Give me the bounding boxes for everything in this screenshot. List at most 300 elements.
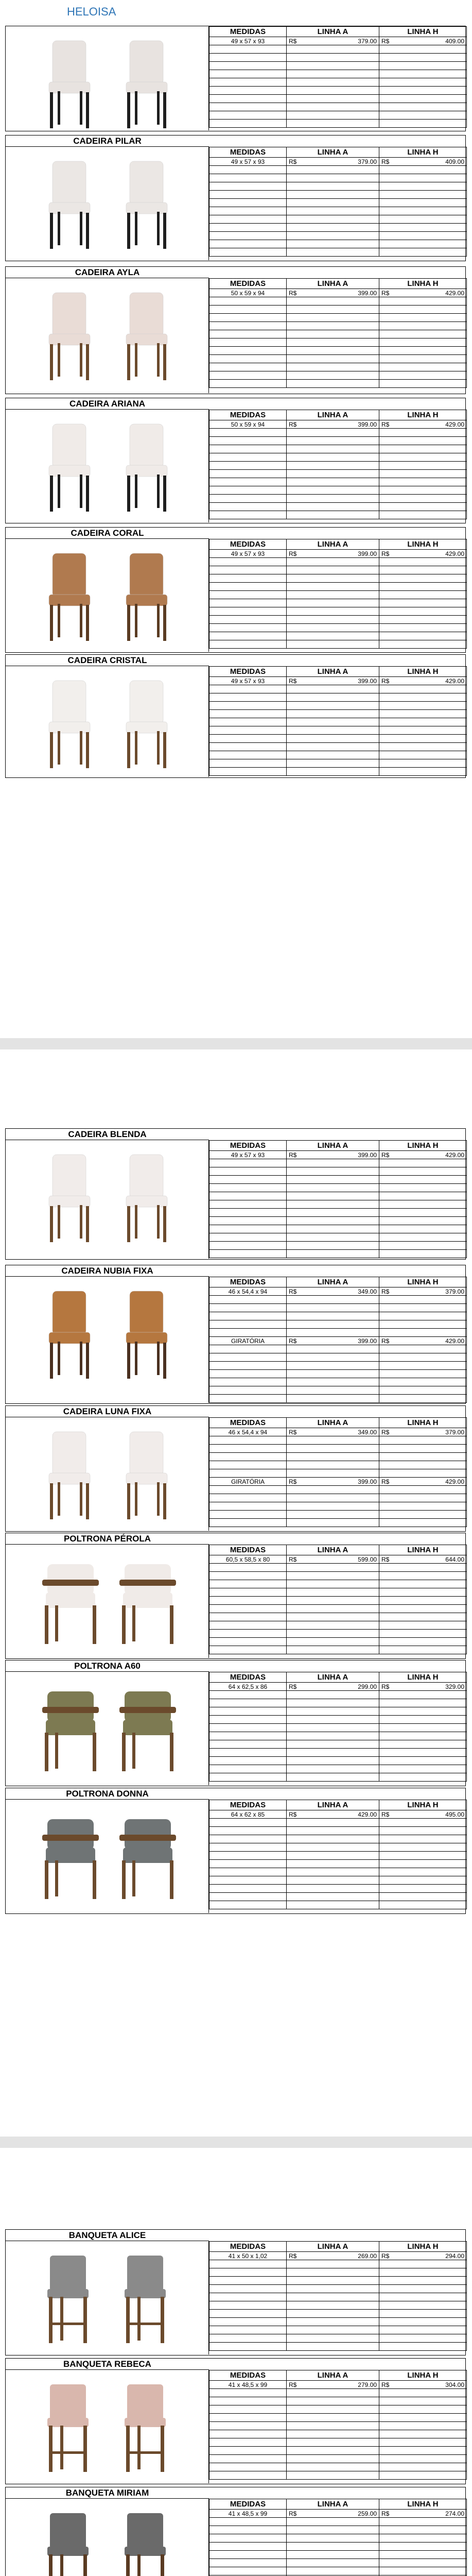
empty-cell — [287, 1757, 379, 1765]
header-linha-h: LINHA H — [379, 2242, 467, 2252]
header-linha-a: LINHA A — [287, 2242, 379, 2252]
price-table — [209, 2370, 466, 2480]
price-linha-h: 409.00 — [445, 37, 464, 45]
empty-cell — [379, 1885, 467, 1893]
product-block — [5, 527, 466, 653]
empty-cell — [209, 1386, 287, 1395]
empty-cell — [379, 1519, 467, 1527]
product-photo-2 — [126, 1155, 167, 1242]
product-photo-1 — [42, 1691, 99, 1771]
empty-cell — [379, 632, 467, 640]
price-linha-h: 409.00 — [445, 158, 464, 165]
empty-cell — [209, 470, 287, 478]
empty-cell — [287, 1588, 379, 1597]
empty-cell — [209, 685, 287, 693]
empty-cell — [287, 62, 379, 70]
empty-cell — [209, 1773, 287, 1782]
empty-cell — [379, 191, 467, 199]
empty-cell — [379, 1588, 467, 1597]
header-linha-a: LINHA A — [287, 1277, 379, 1287]
variant-price-linha-h: 429.00 — [445, 1478, 464, 1485]
empty-cell — [209, 1436, 287, 1445]
empty-cell — [287, 2422, 379, 2430]
empty-cell — [379, 87, 467, 95]
empty-cell — [379, 111, 467, 120]
product-photo-1 — [47, 2513, 89, 2576]
empty-cell — [379, 2438, 467, 2447]
empty-cell — [379, 607, 467, 616]
empty-cell — [287, 1461, 379, 1469]
empty-cell — [209, 240, 287, 248]
variant-price-linha-a: 399.00 — [358, 1478, 377, 1485]
empty-cell — [287, 103, 379, 111]
empty-cell — [287, 1312, 379, 1320]
empty-cell — [209, 1901, 287, 1909]
empty-cell — [379, 2543, 467, 2551]
empty-cell — [209, 1461, 287, 1469]
empty-cell — [379, 199, 467, 207]
empty-cell — [379, 174, 467, 182]
empty-cell — [379, 445, 467, 453]
empty-cell — [379, 2310, 467, 2318]
price-linha-a: 279.00 — [358, 2381, 377, 2388]
empty-cell — [209, 1378, 287, 1386]
empty-cell — [287, 478, 379, 486]
empty-cell — [209, 174, 287, 182]
empty-cell — [287, 1329, 379, 1337]
product-photo-2 — [126, 293, 167, 380]
empty-cell — [379, 640, 467, 649]
empty-cell — [379, 182, 467, 191]
empty-cell — [209, 616, 287, 624]
empty-cell — [209, 1176, 287, 1184]
empty-cell — [287, 1707, 379, 1716]
empty-cell — [209, 1852, 287, 1860]
empty-cell — [379, 2277, 467, 2285]
empty-cell — [209, 120, 287, 128]
empty-cell — [209, 199, 287, 207]
header-linha-h: LINHA H — [379, 1277, 467, 1287]
header-linha-h: LINHA H — [379, 1800, 467, 1810]
empty-cell — [287, 45, 379, 54]
empty-cell — [379, 1724, 467, 1732]
empty-cell — [209, 2334, 287, 2343]
empty-cell — [379, 2567, 467, 2575]
empty-cell — [379, 511, 467, 519]
empty-cell — [287, 240, 379, 248]
empty-cell — [287, 1885, 379, 1893]
empty-cell — [379, 2326, 467, 2334]
product-name: POLTRONA DONNA — [6, 1788, 209, 1800]
product-block — [5, 26, 466, 131]
empty-cell — [209, 445, 287, 453]
empty-cell — [209, 1860, 287, 1868]
empty-cell — [379, 1901, 467, 1909]
empty-cell — [379, 1773, 467, 1782]
empty-cell — [287, 735, 379, 743]
empty-cell — [379, 1630, 467, 1638]
empty-cell — [379, 1621, 467, 1630]
product-photo-2 — [126, 553, 167, 641]
empty-cell — [379, 2455, 467, 2463]
header-linha-a: LINHA A — [287, 410, 379, 420]
empty-cell — [287, 54, 379, 62]
empty-cell — [287, 1370, 379, 1378]
empty-cell — [209, 380, 287, 388]
empty-cell — [209, 1572, 287, 1580]
empty-cell — [209, 1638, 287, 1646]
header-linha-h: LINHA H — [379, 27, 467, 37]
empty-cell — [209, 2455, 287, 2463]
empty-cell — [379, 1362, 467, 1370]
empty-cell — [287, 486, 379, 495]
price-linha-h: 304.00 — [445, 2381, 464, 2388]
empty-cell — [379, 751, 467, 759]
currency-label: R$ — [381, 37, 390, 45]
empty-cell — [287, 1209, 379, 1217]
empty-cell — [287, 1395, 379, 1403]
empty-cell — [379, 566, 467, 574]
price-linha-h: 429.00 — [445, 289, 464, 297]
empty-cell — [209, 566, 287, 574]
empty-cell — [379, 1646, 467, 1654]
empty-cell — [287, 306, 379, 314]
empty-cell — [379, 1691, 467, 1699]
empty-cell — [209, 2268, 287, 2277]
header-medidas: MEDIDAS — [209, 1418, 287, 1428]
empty-cell — [379, 718, 467, 726]
empty-cell — [209, 1885, 287, 1893]
empty-cell — [379, 2526, 467, 2534]
empty-cell — [287, 1819, 379, 1827]
empty-cell — [379, 2334, 467, 2343]
product-image — [6, 1800, 209, 1913]
empty-cell — [379, 2285, 467, 2293]
product-photo-2 — [126, 1291, 167, 1379]
empty-cell — [209, 1217, 287, 1225]
empty-cell — [287, 2526, 379, 2534]
empty-cell — [379, 70, 467, 78]
empty-cell — [287, 1184, 379, 1192]
empty-cell — [209, 1588, 287, 1597]
empty-cell — [287, 174, 379, 182]
currency-label: R$ — [381, 1555, 390, 1563]
empty-cell — [209, 511, 287, 519]
product-dimensions: 49 x 57 x 93 — [209, 677, 287, 685]
empty-cell — [287, 1486, 379, 1494]
product-photo-2 — [125, 2256, 166, 2343]
empty-cell — [209, 87, 287, 95]
empty-cell — [287, 70, 379, 78]
product-block — [5, 1128, 466, 1260]
empty-cell — [379, 1732, 467, 1740]
empty-cell — [209, 743, 287, 751]
price-table — [209, 539, 466, 649]
empty-cell — [379, 1597, 467, 1605]
empty-cell — [209, 1716, 287, 1724]
product-block — [5, 1265, 466, 1404]
product-dimensions: 60,5 x 58,5 x 80 — [209, 1555, 287, 1564]
variant-label: GIRATÓRIA — [209, 1337, 287, 1345]
product-dimensions: 46 x 54,4 x 94 — [209, 1428, 287, 1436]
empty-cell — [379, 486, 467, 495]
empty-cell — [379, 1353, 467, 1362]
header-linha-h: LINHA H — [379, 2370, 467, 2381]
empty-cell — [287, 1572, 379, 1580]
empty-cell — [209, 1159, 287, 1167]
product-image — [6, 410, 209, 522]
empty-cell — [209, 306, 287, 314]
product-block — [5, 1533, 466, 1659]
empty-cell — [287, 1740, 379, 1749]
empty-cell — [379, 62, 467, 70]
currency-label: R$ — [289, 1428, 297, 1436]
header-linha-h: LINHA H — [379, 147, 467, 158]
empty-cell — [287, 453, 379, 462]
empty-cell — [379, 2405, 467, 2414]
empty-cell — [379, 2343, 467, 2351]
empty-cell — [209, 591, 287, 599]
empty-cell — [287, 2260, 379, 2268]
empty-cell — [209, 693, 287, 702]
empty-cell — [379, 330, 467, 338]
product-name: CADEIRA AYLA — [6, 267, 209, 278]
empty-cell — [209, 2447, 287, 2455]
empty-cell — [379, 591, 467, 599]
empty-cell — [287, 1159, 379, 1167]
empty-cell — [209, 1329, 287, 1337]
price-linha-h: 429.00 — [445, 1151, 464, 1159]
price-linha-a: 399.00 — [358, 677, 377, 685]
empty-cell — [379, 1386, 467, 1395]
price-linha-a: 399.00 — [358, 1151, 377, 1159]
empty-cell — [379, 599, 467, 607]
empty-cell — [209, 322, 287, 330]
empty-cell — [379, 685, 467, 693]
header-medidas: MEDIDAS — [209, 1545, 287, 1555]
empty-cell — [287, 232, 379, 240]
product-image — [6, 539, 209, 652]
empty-cell — [287, 2285, 379, 2293]
price-table — [209, 2499, 466, 2576]
empty-cell — [379, 1469, 467, 1478]
price-linha-h: 274.00 — [445, 2510, 464, 2517]
price-linha-a: 399.00 — [358, 550, 377, 557]
empty-cell — [379, 1843, 467, 1852]
product-photo-2 — [126, 41, 167, 128]
empty-cell — [209, 2543, 287, 2551]
product-dimensions: 50 x 59 x 94 — [209, 289, 287, 297]
empty-cell — [209, 478, 287, 486]
product-photo-2 — [126, 1432, 167, 1519]
empty-cell — [287, 78, 379, 87]
product-name: BANQUETA MIRIAM — [6, 2487, 209, 2499]
empty-cell — [209, 1494, 287, 1502]
product-photo-1 — [49, 1291, 90, 1379]
header-linha-a: LINHA A — [287, 27, 379, 37]
currency-label: R$ — [381, 677, 390, 685]
empty-cell — [209, 2310, 287, 2318]
currency-label: R$ — [381, 158, 390, 165]
empty-cell — [209, 710, 287, 718]
empty-cell — [379, 1217, 467, 1225]
price-linha-h: 429.00 — [445, 677, 464, 685]
empty-cell — [209, 2301, 287, 2310]
empty-cell — [287, 591, 379, 599]
empty-cell — [209, 1691, 287, 1699]
empty-cell — [287, 495, 379, 503]
empty-cell — [379, 2447, 467, 2455]
empty-cell — [209, 232, 287, 240]
empty-cell — [379, 1370, 467, 1378]
empty-cell — [379, 710, 467, 718]
empty-cell — [287, 462, 379, 470]
empty-cell — [209, 574, 287, 583]
empty-cell — [379, 347, 467, 355]
empty-cell — [287, 2567, 379, 2575]
header-linha-a: LINHA A — [287, 1672, 379, 1683]
empty-cell — [209, 1724, 287, 1732]
empty-cell — [287, 330, 379, 338]
header-linha-a: LINHA A — [287, 279, 379, 289]
empty-cell — [379, 166, 467, 174]
product-image — [6, 1672, 209, 1785]
empty-cell — [209, 1395, 287, 1403]
currency-label: R$ — [289, 1337, 297, 1345]
empty-cell — [209, 166, 287, 174]
price-linha-h: 294.00 — [445, 2252, 464, 2260]
product-name: CADEIRA LUNA FIXA — [6, 1406, 209, 1417]
empty-cell — [379, 95, 467, 103]
empty-cell — [209, 1564, 287, 1572]
empty-cell — [287, 2414, 379, 2422]
empty-cell — [209, 1353, 287, 1362]
empty-cell — [287, 2343, 379, 2351]
currency-label: R$ — [289, 289, 297, 297]
empty-cell — [209, 2559, 287, 2567]
empty-cell — [379, 495, 467, 503]
empty-cell — [379, 232, 467, 240]
empty-cell — [379, 1436, 467, 1445]
header-medidas: MEDIDAS — [209, 1277, 287, 1287]
empty-cell — [379, 1860, 467, 1868]
empty-cell — [379, 338, 467, 347]
product-name: POLTRONA PÉROLA — [6, 1533, 209, 1545]
empty-cell — [287, 1835, 379, 1843]
price-linha-a: 349.00 — [358, 1287, 377, 1295]
price-linha-h: 644.00 — [445, 1555, 464, 1563]
empty-cell — [209, 1200, 287, 1209]
product-block — [5, 1788, 466, 1914]
empty-cell — [287, 693, 379, 702]
empty-cell — [287, 1827, 379, 1835]
empty-cell — [287, 1564, 379, 1572]
empty-cell — [287, 347, 379, 355]
price-table — [209, 278, 466, 388]
empty-cell — [209, 1605, 287, 1613]
empty-cell — [379, 616, 467, 624]
empty-cell — [287, 503, 379, 511]
header-medidas: MEDIDAS — [209, 1800, 287, 1810]
price-table — [209, 1545, 466, 1654]
header-linha-h: LINHA H — [379, 1672, 467, 1683]
product-image — [6, 2370, 209, 2483]
empty-cell — [287, 2559, 379, 2567]
empty-cell — [287, 2447, 379, 2455]
empty-cell — [379, 78, 467, 87]
empty-cell — [287, 1860, 379, 1868]
empty-cell — [287, 2326, 379, 2334]
empty-cell — [287, 1605, 379, 1613]
currency-label: R$ — [289, 550, 297, 557]
empty-cell — [379, 1233, 467, 1242]
empty-cell — [287, 1901, 379, 1909]
empty-cell — [287, 1378, 379, 1386]
empty-cell — [209, 1486, 287, 1494]
empty-cell — [287, 314, 379, 322]
product-image — [6, 1277, 209, 1403]
currency-label: R$ — [289, 37, 297, 45]
header-linha-a: LINHA A — [287, 1418, 379, 1428]
empty-cell — [379, 1716, 467, 1724]
price-linha-a: 379.00 — [358, 37, 377, 45]
empty-cell — [287, 1580, 379, 1588]
empty-cell — [209, 768, 287, 776]
empty-cell — [287, 1519, 379, 1527]
empty-cell — [209, 338, 287, 347]
empty-cell — [379, 1184, 467, 1192]
empty-cell — [379, 207, 467, 215]
header-medidas: MEDIDAS — [209, 410, 287, 420]
empty-cell — [287, 215, 379, 224]
empty-cell — [379, 1192, 467, 1200]
empty-cell — [379, 2318, 467, 2326]
product-block — [5, 1405, 466, 1532]
product-photo-1 — [47, 2384, 89, 2472]
empty-cell — [209, 1469, 287, 1478]
empty-cell — [379, 1159, 467, 1167]
empty-cell — [287, 2430, 379, 2438]
empty-cell — [287, 2518, 379, 2526]
empty-cell — [379, 355, 467, 363]
empty-cell — [379, 2551, 467, 2559]
empty-cell — [379, 322, 467, 330]
empty-cell — [209, 355, 287, 363]
price-linha-h: 379.00 — [445, 1287, 464, 1295]
header-linha-h: LINHA H — [379, 410, 467, 420]
product-block — [5, 654, 466, 778]
empty-cell — [287, 583, 379, 591]
empty-cell — [209, 207, 287, 215]
product-image — [6, 147, 209, 260]
empty-cell — [209, 2430, 287, 2438]
price-linha-h: 429.00 — [445, 550, 464, 557]
empty-cell — [209, 2405, 287, 2414]
empty-cell — [287, 2463, 379, 2471]
empty-cell — [379, 743, 467, 751]
price-linha-a: 399.00 — [358, 289, 377, 297]
empty-cell — [379, 1502, 467, 1511]
empty-cell — [287, 726, 379, 735]
empty-cell — [379, 1765, 467, 1773]
empty-cell — [209, 735, 287, 743]
empty-cell — [209, 1242, 287, 1250]
product-block — [5, 1660, 466, 1786]
currency-label: R$ — [381, 1151, 390, 1159]
price-linha-a: 349.00 — [358, 1428, 377, 1436]
empty-cell — [209, 558, 287, 566]
currency-label: R$ — [289, 1810, 297, 1818]
